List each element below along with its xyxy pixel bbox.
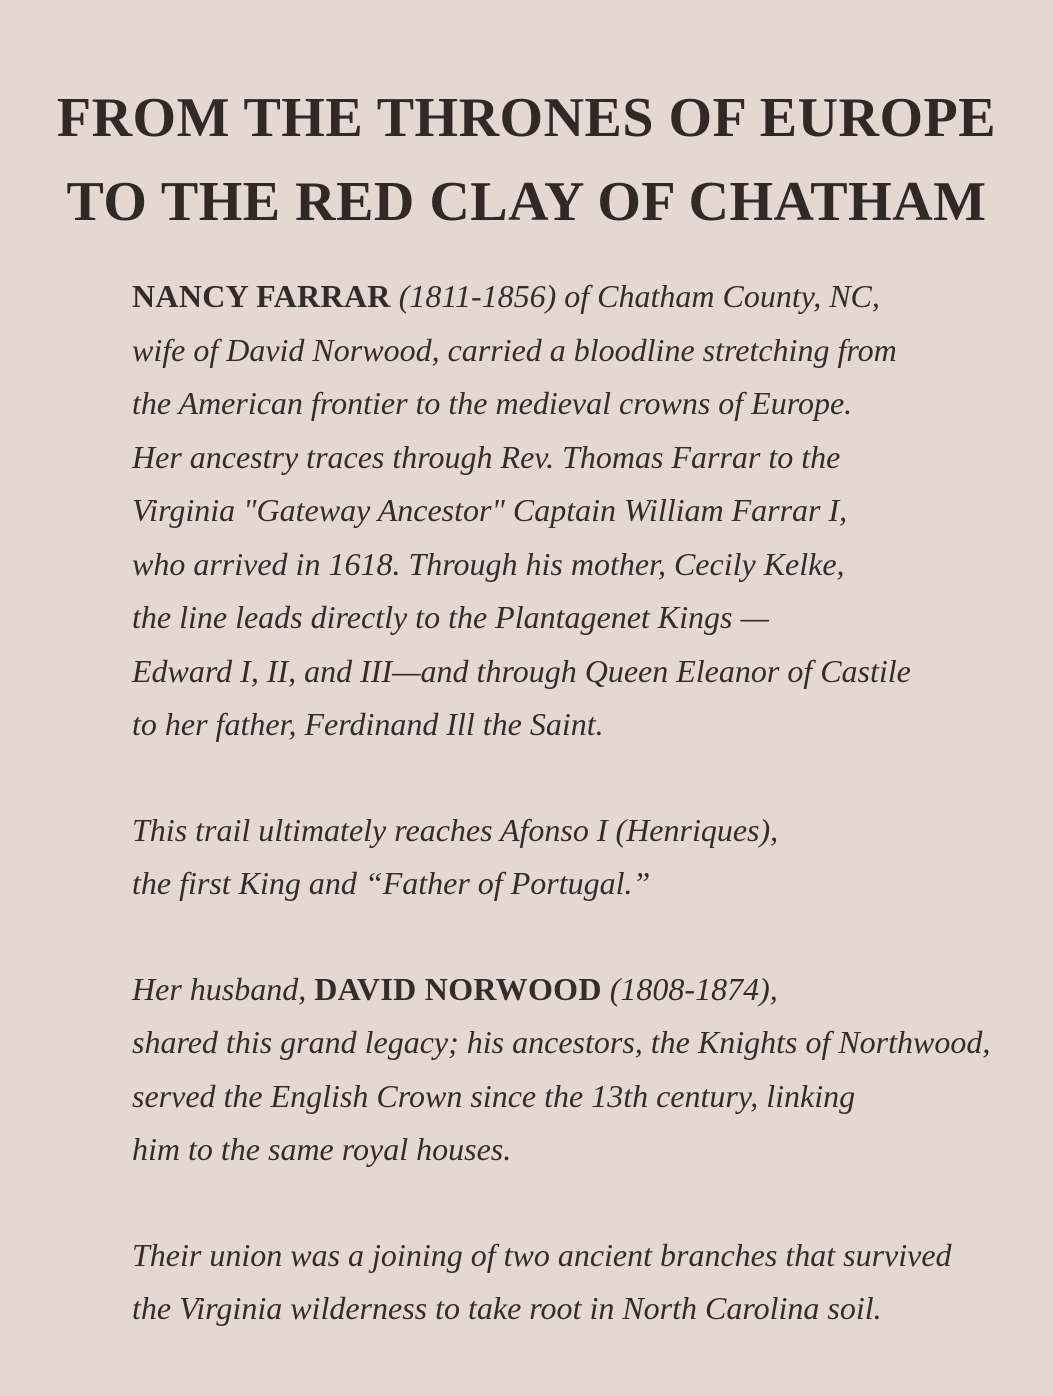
name-david-norwood: DAVID NORWOOD	[314, 970, 602, 1007]
paragraph-nancy-farrar	[132, 270, 1012, 752]
text-line: served the English Crown since the 13th century, linking	[132, 1077, 856, 1114]
text-line	[132, 963, 1012, 1017]
text-line: Their union was a joining of two ancient branches that survived	[132, 1236, 952, 1273]
title-line-2: TO THE RED CLAY OF CHATHAM	[66, 170, 987, 233]
page-title	[0, 76, 1053, 244]
text-line: to her father, Ferdinand Ill the Saint.	[132, 706, 604, 742]
text-fragment: (1808-1874),	[601, 970, 778, 1007]
text-line: shared this grand legacy; his ancestors, the Knights of Northwood,	[132, 1024, 991, 1060]
text-line: the American frontier to the medieval crowns of Europe.	[132, 385, 853, 421]
text-line: Virginia "Gateway Ancestor" Captain William Farrar I,	[132, 492, 848, 528]
text-line: This trail ultimately reaches Afonso I (Henriques),	[132, 811, 779, 848]
text-line: the Virginia wilderness to take root in North Carolina soil.	[132, 1290, 882, 1326]
paragraph-afonso	[132, 804, 1012, 911]
text-fragment: (1811-1856) of Chatham County, NC,	[390, 278, 880, 314]
text-line	[132, 270, 1012, 324]
paragraph-david-norwood	[132, 963, 1012, 1177]
title-line-1: FROM THE THRONES OF EUROPE	[56, 86, 997, 149]
name-nancy-farrar: NANCY FARRAR	[132, 278, 391, 314]
text-line: wife of David Norwood, carried a bloodline stretching from	[132, 331, 897, 368]
text-line: Her ancestry traces through Rev. Thomas Farrar to the	[132, 438, 841, 475]
paragraph-union	[132, 1229, 1012, 1336]
body-text	[132, 270, 1012, 1336]
text-line: the line leads directly to the Plantagenet Kings —	[132, 599, 769, 635]
text-line: the first King and “Father of Portugal.”	[132, 865, 651, 901]
text-line: who arrived in 1618. Through his mother, Cecily Kelke,	[132, 545, 845, 582]
text-line: Edward I, II, and III—and through Queen Eleanor of Castile	[132, 652, 911, 689]
text-fragment: Her husband,	[132, 970, 315, 1007]
text-line: him to the same royal houses.	[132, 1131, 512, 1167]
